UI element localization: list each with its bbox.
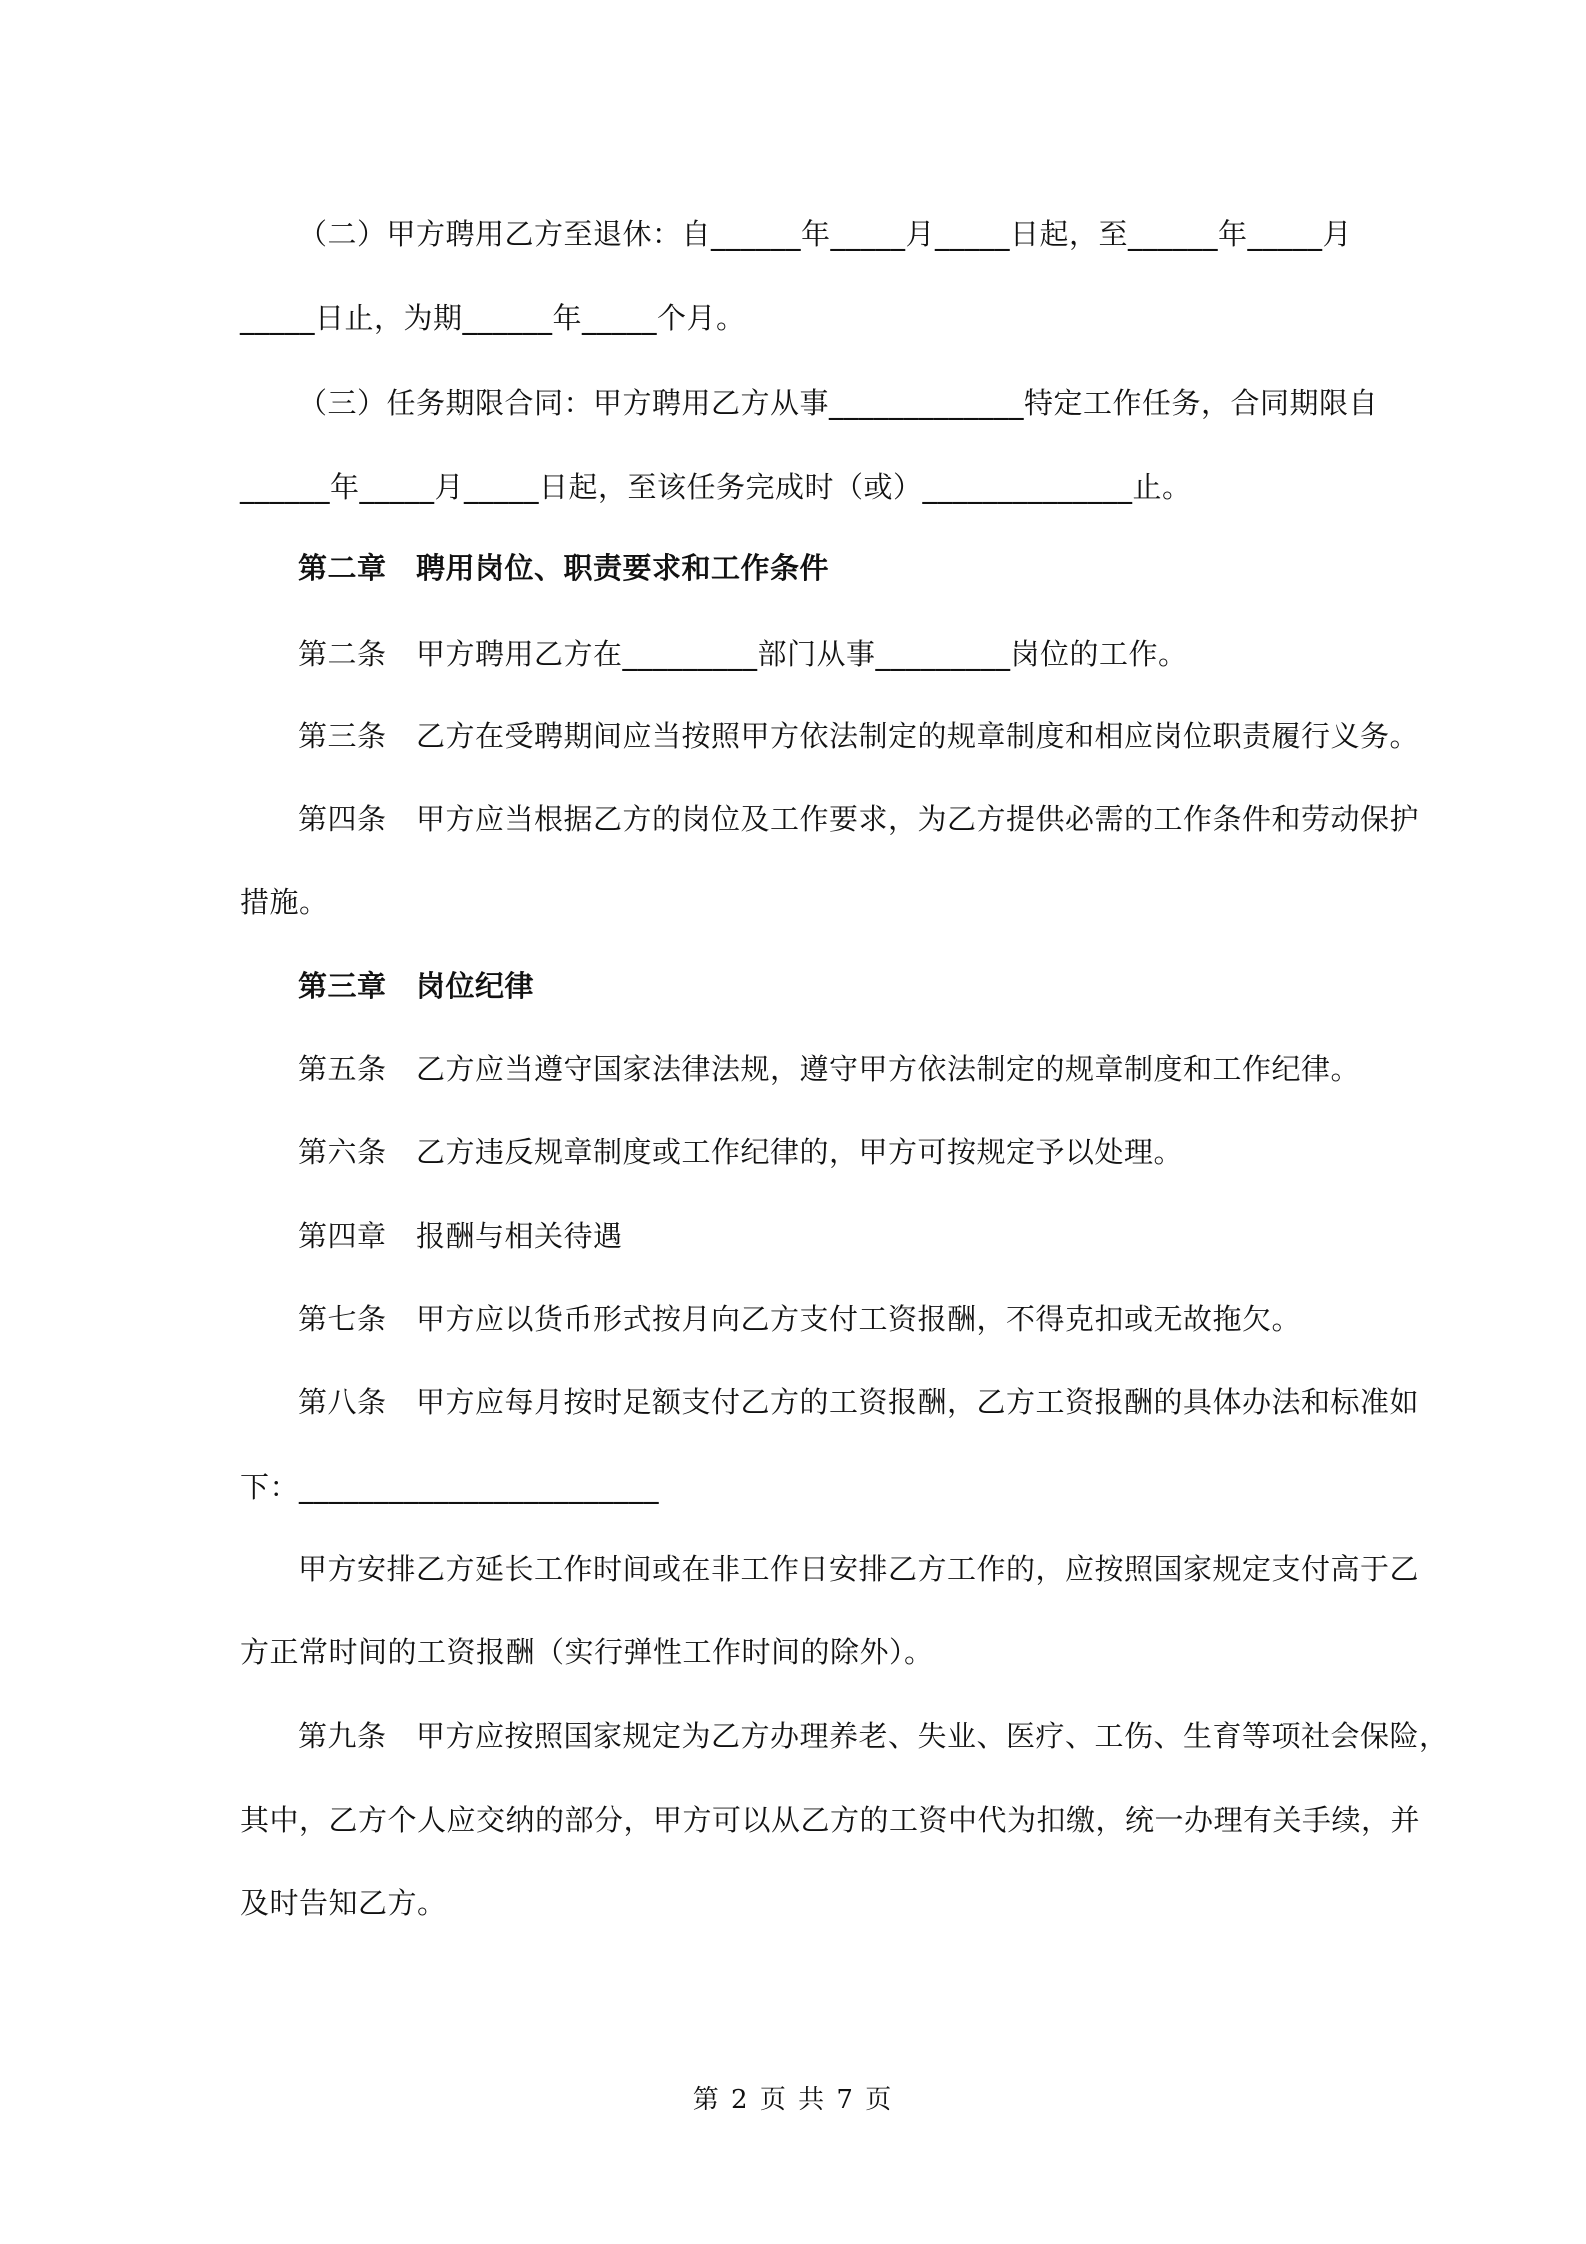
- article-9-line-3: 及时告知乙方。: [240, 1886, 447, 1920]
- article-3: 第三条 乙方在受聘期间应当按照甲方依法制定的规章制度和相应岗位职责履行义务。: [298, 719, 1420, 753]
- article-5: 第五条 乙方应当遵守国家法律法规，遵守甲方依法制定的规章制度和工作纪律。: [298, 1052, 1361, 1086]
- page-number-footer: 第 2 页 共 7 页: [692, 2085, 894, 2115]
- article-9-line-2: 其中，乙方个人应交纳的部分，甲方可以从乙方的工资中代为扣缴，统一办理有关手续，并: [240, 1803, 1421, 1837]
- article-4-line-2: 措施。: [240, 885, 329, 919]
- term-task-line-2: ______年_____月_____日起，至该任务完成时（或）______________止。: [240, 470, 1192, 504]
- term-retirement-line-1: （二）甲方聘用乙方至退休：自______年_____月_____日起，至______年_____月: [298, 217, 1353, 251]
- overtime-paragraph-line-2: 方正常时间的工资报酬（实行弹性工作时间的除外）。: [240, 1635, 934, 1669]
- article-8-line-1: 第八条 甲方应每月按时足额支付乙方的工资报酬，乙方工资报酬的具体办法和标准如: [298, 1385, 1420, 1419]
- article-6: 第六条 乙方违反规章制度或工作纪律的，甲方可按规定予以处理。: [298, 1135, 1184, 1169]
- overtime-paragraph-line-1: 甲方安排乙方延长工作时间或在非工作日安排乙方工作的，应按照国家规定支付高于乙: [298, 1552, 1420, 1586]
- chapter-4-heading: 第四章 报酬与相关待遇: [298, 1219, 623, 1253]
- chapter-3-heading: 第三章 岗位纪律: [298, 969, 535, 1003]
- article-9-line-1: 第九条 甲方应按照国家规定为乙方办理养老、失业、医疗、工伤、生育等项社会保险，: [298, 1719, 1449, 1753]
- article-8-line-2: 下：________________________: [240, 1470, 660, 1504]
- term-retirement-line-2: _____日止，为期______年_____个月。: [240, 301, 746, 335]
- term-task-line-1: （三）任务期限合同：甲方聘用乙方从事_____________特定工作任务，合同期限自: [298, 386, 1379, 420]
- chapter-2-heading: 第二章 聘用岗位、职责要求和工作条件: [298, 551, 830, 585]
- article-2: 第二条 甲方聘用乙方在_________部门从事_________岗位的工作。: [298, 637, 1188, 671]
- article-4-line-1: 第四条 甲方应当根据乙方的岗位及工作要求，为乙方提供必需的工作条件和劳动保护: [298, 802, 1420, 836]
- article-7: 第七条 甲方应以货币形式按月向乙方支付工资报酬，不得克扣或无故拖欠。: [298, 1302, 1302, 1336]
